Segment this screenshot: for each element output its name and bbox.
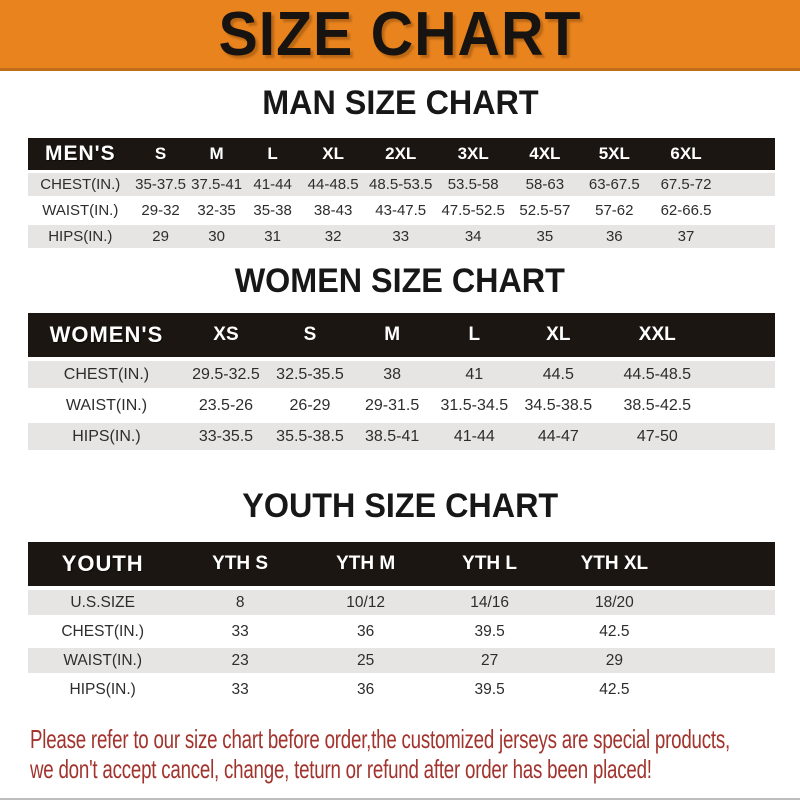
measure-value: 8 [177,590,302,615]
measure-value: 35 [511,225,580,248]
measure-label: HIPS(IN.) [28,225,133,248]
row-filler [723,225,775,248]
measure-label: CHEST(IN.) [28,173,133,196]
measure-value: 33 [177,619,302,644]
womens-header-row [28,313,775,357]
measure-value: 41-44 [431,423,517,450]
measure-label: HIPS(IN.) [28,677,177,702]
header-filler [678,542,775,586]
measure-value: 48.5-53.5 [366,173,436,196]
measure-value: 29 [551,648,678,673]
disclaimer-note [30,724,800,784]
measure-label: CHEST(IN.) [28,619,177,644]
measure-value: 37.5-41 [189,173,245,196]
measure-value: 38.5-42.5 [599,392,715,419]
womens-size-table [28,309,775,454]
measure-value: 44-48.5 [301,173,366,196]
measure-value: 27 [428,648,551,673]
measure-value: 44.5-48.5 [599,361,715,388]
row-filler [715,392,775,419]
measure-label: HIPS(IN.) [28,423,185,450]
measure-value: 41-44 [245,173,301,196]
row-filler [678,648,775,673]
youth-header-row [28,542,775,586]
size-col-header: 2XL [366,138,436,170]
size-col-header: 6XL [649,138,722,170]
women-section-heading [0,261,800,301]
banner-title: SIZE CHART [218,0,582,69]
youth-ussize-row [28,590,775,615]
measure-value: 32.5-35.5 [267,361,353,388]
youth-size-table [28,538,775,706]
measure-value: 36 [303,619,428,644]
mens-header-row [28,138,775,170]
measure-value: 35-38 [245,199,301,222]
size-col-header: S [133,138,189,170]
measure-value: 62-66.5 [649,199,722,222]
measure-value: 42.5 [551,619,678,644]
measure-value: 18/20 [551,590,678,615]
size-col-header: XL [301,138,366,170]
row-filler [678,677,775,702]
row-filler [723,199,775,222]
measure-value: 52.5-57 [511,199,580,222]
measure-value: 38.5-41 [353,423,431,450]
measure-value: 33-35.5 [185,423,267,450]
size-col-header: XS [185,313,267,357]
size-col-header: YTH L [428,542,551,586]
row-filler [678,590,775,615]
measure-value: 38 [353,361,431,388]
mens-chest-row [28,173,775,196]
measure-value: 32-35 [189,199,245,222]
measure-value: 14/16 [428,590,551,615]
row-filler [715,423,775,450]
womens-chest-row [28,361,775,388]
size-col-header: L [245,138,301,170]
measure-value: 33 [366,225,436,248]
womens-waist-row [28,392,775,419]
measure-value: 30 [189,225,245,248]
women-heading-text: WOMEN SIZE CHART [234,262,566,300]
youth-waist-row [28,648,775,673]
row-filler [715,361,775,388]
measure-value: 44-47 [517,423,599,450]
measure-value: 26-29 [267,392,353,419]
size-col-header: S [267,313,353,357]
measure-value: 31.5-34.5 [431,392,517,419]
measure-value: 29.5-32.5 [185,361,267,388]
measure-value: 63-67.5 [579,173,649,196]
size-col-header: XL [517,313,599,357]
measure-value: 42.5 [551,677,678,702]
measure-value: 44.5 [517,361,599,388]
measure-value: 39.5 [428,677,551,702]
measure-value: 47.5-52.5 [436,199,511,222]
measure-value: 31 [245,225,301,248]
measure-value: 38-43 [301,199,366,222]
size-col-header: 4XL [511,138,580,170]
size-col-header: YTH M [303,542,428,586]
disclaimer-line-1: Please refer to our size chart before order,the customized jerseys are special products, [30,724,730,754]
size-chart-banner [0,0,800,71]
measure-label: WAIST(IN.) [28,199,133,222]
mens-size-table [28,135,775,251]
size-col-header: 3XL [436,138,511,170]
measure-label: WAIST(IN.) [28,392,185,419]
measure-value: 36 [303,677,428,702]
size-col-header: M [353,313,431,357]
row-filler [723,173,775,196]
measure-value: 58-63 [511,173,580,196]
measure-value: 39.5 [428,619,551,644]
measure-value: 43-47.5 [366,199,436,222]
measure-value: 23 [177,648,302,673]
size-col-header: XXL [599,313,715,357]
measure-value: 29-32 [133,199,189,222]
youth-chest-row [28,619,775,644]
measure-value: 10/12 [303,590,428,615]
measure-value: 32 [301,225,366,248]
measure-value: 29 [133,225,189,248]
measure-value: 34 [436,225,511,248]
mens-table-label: MEN'S [28,138,133,170]
measure-label: WAIST(IN.) [28,648,177,673]
mens-waist-row [28,199,775,222]
measure-value: 34.5-38.5 [517,392,599,419]
measure-value: 25 [303,648,428,673]
measure-label: CHEST(IN.) [28,361,185,388]
measure-value: 67.5-72 [649,173,722,196]
size-col-header: YTH S [177,542,302,586]
womens-table-label: WOMEN'S [28,313,185,357]
measure-value: 29-31.5 [353,392,431,419]
row-filler [678,619,775,644]
youth-table-label: YOUTH [28,542,177,586]
measure-value: 36 [579,225,649,248]
measure-value: 23.5-26 [185,392,267,419]
man-section-heading [0,83,800,123]
youth-section-heading [0,486,800,526]
youth-heading-text: YOUTH SIZE CHART [242,487,558,525]
size-col-header: L [431,313,517,357]
header-filler [715,313,775,357]
man-heading-text: MAN SIZE CHART [261,84,539,122]
measure-label: U.S.SIZE [28,590,177,615]
measure-value: 47-50 [599,423,715,450]
measure-value: 37 [649,225,722,248]
measure-value: 57-62 [579,199,649,222]
size-col-header: M [189,138,245,170]
measure-value: 41 [431,361,517,388]
womens-hips-row [28,423,775,450]
mens-hips-row [28,225,775,248]
measure-value: 35.5-38.5 [267,423,353,450]
size-col-header: YTH XL [551,542,678,586]
disclaimer-line-2: we don't accept cancel, change, teturn or refund after order has been placed! [30,754,652,784]
measure-value: 53.5-58 [436,173,511,196]
youth-hips-row [28,677,775,702]
header-filler [723,138,775,170]
size-col-header: 5XL [579,138,649,170]
measure-value: 33 [177,677,302,702]
measure-value: 35-37.5 [133,173,189,196]
